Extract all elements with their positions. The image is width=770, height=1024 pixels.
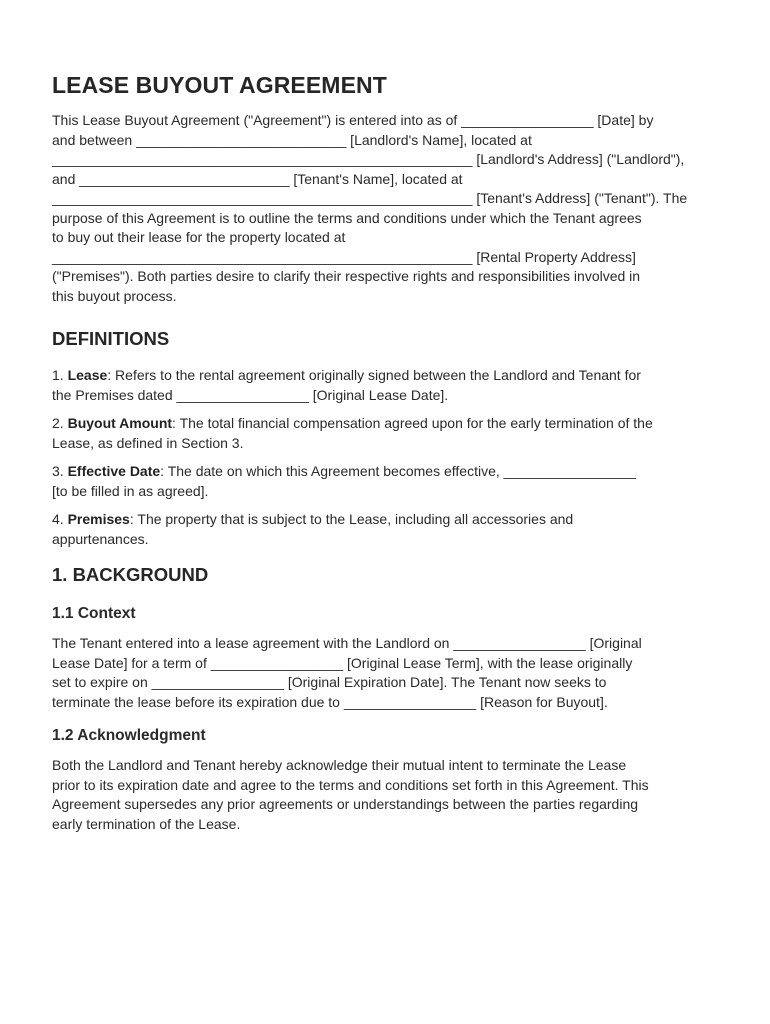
definition-number: 1. <box>52 367 68 383</box>
definition-text: : The total financial compensation agreed upon for the early termination of the Lease, as defined in Section 3. <box>52 415 653 451</box>
definition-text: : Refers to the rental agreement originally signed between the Landlord and Tenant for the Premises dated _________________ [Original Lease Date]. <box>52 367 641 403</box>
acknowledgment-paragraph: Both the Landlord and Tenant hereby acknowledge their mutual intent to terminate the Lease prior to its expiration date and agree to the terms and conditions set forth in this Agreement. This Agreement supersedes any prior agreements or understandings between the parties regarding early termination of the Lease. <box>52 757 649 832</box>
document-body <box>52 70 724 834</box>
definition-number: 2. <box>52 415 68 431</box>
definition-number: 4. <box>52 511 68 527</box>
acknowledgment-heading: 1.2 Acknowledgment <box>52 727 206 744</box>
definition-term: Premises <box>67 511 130 527</box>
background-heading: 1. BACKGROUND <box>52 564 209 585</box>
definition-buyout-amount <box>52 414 724 453</box>
definition-effective-date <box>52 462 724 501</box>
definition-term: Buyout Amount <box>67 415 173 431</box>
intro-paragraph: This Lease Buyout Agreement ("Agreement") is entered into as of _________________ [Date] by and between ___________________________ [Landlord's Name], located at ______________________________________________________ [Landlord's Address] ("Landlord"), and ___________________________ [Tenant's Name], located at ______________________________________________________ [Tenant's Address] ("Tenant"). The purpose of this Agreement is to outline the terms and conditions under which the Tenant agrees to buy out their lease for the property located at ______________________________________________________ [Rental Property Address] ("Premises"). Both parties desire to clarify their respective rights and responsibilities involved in this buyout process. <box>52 112 688 304</box>
definition-premises <box>52 510 724 549</box>
definition-term: Effective Date <box>67 463 161 479</box>
document-title: LEASE BUYOUT AGREEMENT <box>52 72 387 98</box>
definition-lease <box>52 366 724 405</box>
definition-text: : The property that is subject to the Lease, including all accessories and appurtenances. <box>52 511 574 547</box>
context-heading: 1.1 Context <box>52 605 136 622</box>
context-paragraph: The Tenant entered into a lease agreement with the Landlord on _________________ [Original Lease Date] for a term of _________________ [Original Lease Term], with the lease originally set to expire on _________________ [Original Expiration Date]. The Tenant now seeks to terminate the lease before its expiration due to _________________ [Reason for Buyout]. <box>52 635 642 710</box>
definition-text: : The date on which this Agreement becomes effective, _________________ [to be filled in as agreed]. <box>52 463 636 499</box>
definition-number: 3. <box>52 463 68 479</box>
definition-term: Lease <box>67 367 108 383</box>
definitions-heading: DEFINITIONS <box>52 328 170 349</box>
